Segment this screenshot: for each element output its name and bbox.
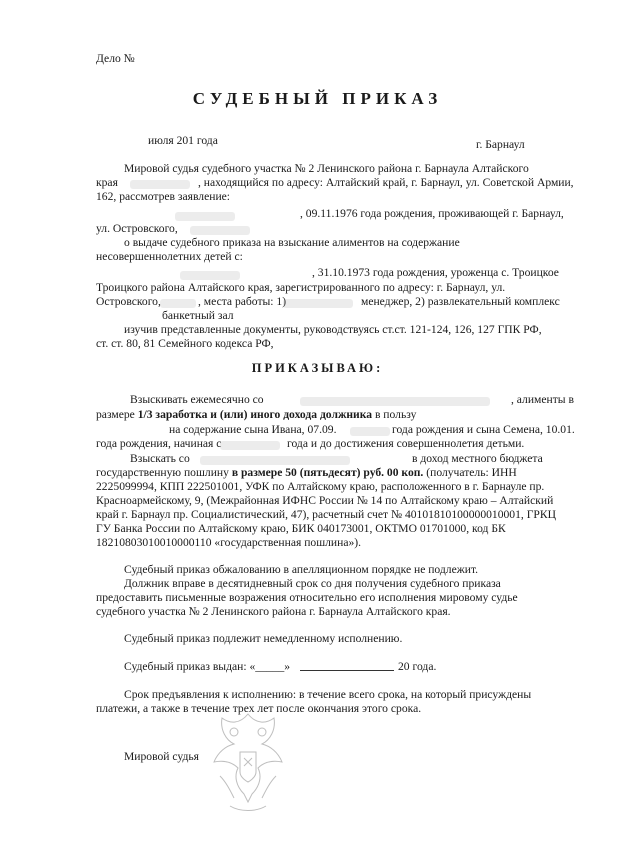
document-city: г. Барнаул	[476, 138, 525, 151]
order-p1-line-4-a: года рождения, начиная с	[96, 437, 222, 450]
intro-line-7: несовершеннолетних детей с:	[96, 250, 243, 263]
intro-line-5: ул. Островского,	[96, 222, 178, 235]
order-p2-line-2-c: (получатель: ИНН	[426, 466, 517, 479]
order-p1-line-2	[96, 408, 416, 422]
order-p1-line-3-a: на содержание сына Ивана, 07.09.	[169, 423, 337, 436]
closing-objection-line-2: предоставить письменные возражения относительно его исполнения мировому судье	[96, 591, 518, 604]
order-p1-line-4-b: года и до достижения совершеннолетия детьми.	[287, 437, 525, 450]
redacted-block	[300, 397, 490, 406]
redacted-block	[200, 456, 350, 465]
intro-line-1	[124, 162, 564, 176]
closing-term-line-1: Срок предъявления к исполнению: в течение всего срока, на который присуждены	[124, 688, 532, 701]
closing-term-line-2: платежи, а также в течение трех лет после окончания этого срока.	[96, 702, 422, 715]
intro-line-9: Троицкого района Алтайского края, зарегистрированного по адресу: г. Барнаул, ул.	[96, 281, 506, 294]
order-p1-line-2-bold: 1/3 заработка и (или) иного дохода должника	[137, 408, 373, 421]
signature-label: Мировой судья	[124, 750, 199, 763]
order-p1-line-3-b: года рождения и сына Семена, 10.01.	[392, 423, 575, 436]
intro-line-6: о выдаче судебного приказа на взыскание алиментов на содержание	[124, 236, 460, 249]
intro-line-12: изучив представленные документы, руководствуясь ст.ст. 121-124, 126, 127 ГПК РФ,	[124, 323, 542, 336]
closing-immediate: Судебный приказ подлежит немедленному исполнению.	[124, 632, 403, 645]
order-p2-line-6: ГУ Банка России по Алтайскому краю, БИК 040173001, ОКТМО 01701000, код БК	[96, 522, 506, 535]
order-p2-line-2	[96, 466, 517, 480]
order-p2-line-5: край г. Барнаул пр. Социалистический, 47), расчетный счет № 40101810100000010001, ГРКЦ	[96, 508, 556, 521]
intro-line-3: 162, рассмотрев заявление:	[96, 190, 231, 203]
intro-line-10-b: , места работы: 1)	[198, 295, 287, 308]
closing-issued-b: 20 года.	[398, 660, 437, 673]
order-p2-line-2-bold: в размере 50 (пятьдесят) руб. 00 коп.	[231, 466, 424, 479]
redacted-block	[350, 427, 390, 436]
closing-objection-line-3: судебного участка № 2 Ленинского района г. Барнаула Алтайского края.	[96, 605, 451, 618]
intro-line-11: банкетный зал	[162, 309, 234, 322]
redacted-block	[190, 226, 250, 235]
order-p2-line-1-b: в доход местного бюджета	[412, 452, 543, 465]
order-p2-line-7: 18210803010010000110 «государственная пошлина»).	[96, 536, 362, 549]
closing-issued-a: Судебный приказ выдан: «_____»	[124, 660, 291, 673]
order-heading: ПРИКАЗЫВАЮ:	[251, 361, 384, 375]
intro-line-2-a: края	[96, 176, 118, 189]
case-number-label: Дело №	[96, 52, 135, 65]
redacted-block	[175, 212, 235, 221]
russian-coat-of-arms-seal-icon	[200, 706, 296, 816]
document-date: июля 201 года	[148, 134, 218, 147]
order-p1-line-2-a: размере	[96, 408, 135, 421]
redacted-block	[283, 299, 353, 308]
order-p1-line-2-c: в пользу	[374, 408, 417, 421]
redacted-block	[180, 271, 240, 280]
intro-line-4: , 09.11.1976 года рождения, проживающей г. Барнаул,	[300, 207, 564, 220]
redacted-block	[130, 180, 190, 189]
order-p1-line-1-a: Взыскивать ежемесячно со	[130, 393, 264, 406]
order-p2-line-2-a: государственную пошлину	[96, 466, 229, 479]
intro-line-10-c: менеджер, 2) развлекательный комплекс	[361, 295, 560, 308]
intro-line-13: ст. ст. 80, 81 Семейного кодекса РФ,	[96, 337, 274, 350]
intro-line-2-b: , находящийся по адресу: Алтайский край, г. Барнаул, ул. Советской Армии,	[198, 176, 574, 189]
intro-line-1-text: Мировой судья судебного участка № 2 Ленинского района г. Барнаула Алтайского	[124, 162, 529, 175]
order-p2-line-4: Красноармейскому, 9, (Межрайонная ИФНС России № 14 по Алтайскому краю – Алтайский	[96, 494, 554, 507]
order-p2-line-3: 2225099994, КПП 222501001, УФК по Алтайскому краю, расположенного в г. Барнауле пр.	[96, 480, 545, 493]
order-p2-line-1-a: Взыскать со	[130, 452, 190, 465]
closing-appeal: Судебный приказ обжалованию в апелляционном порядке не подлежит.	[124, 563, 479, 576]
intro-line-10-a: Островского,	[96, 295, 161, 308]
intro-line-8: , 31.10.1973 года рождения, уроженца с. Троицкое	[312, 266, 559, 279]
issued-date-blank-line	[300, 670, 394, 671]
document-title: СУДЕБНЫЙ ПРИКАЗ	[192, 89, 443, 108]
redacted-block	[220, 441, 280, 450]
order-p1-line-1-b: , алименты в	[511, 393, 574, 406]
redacted-block	[160, 299, 196, 308]
closing-objection-line-1: Должник вправе в десятидневный срок со дня получения судебного приказа	[124, 577, 501, 590]
